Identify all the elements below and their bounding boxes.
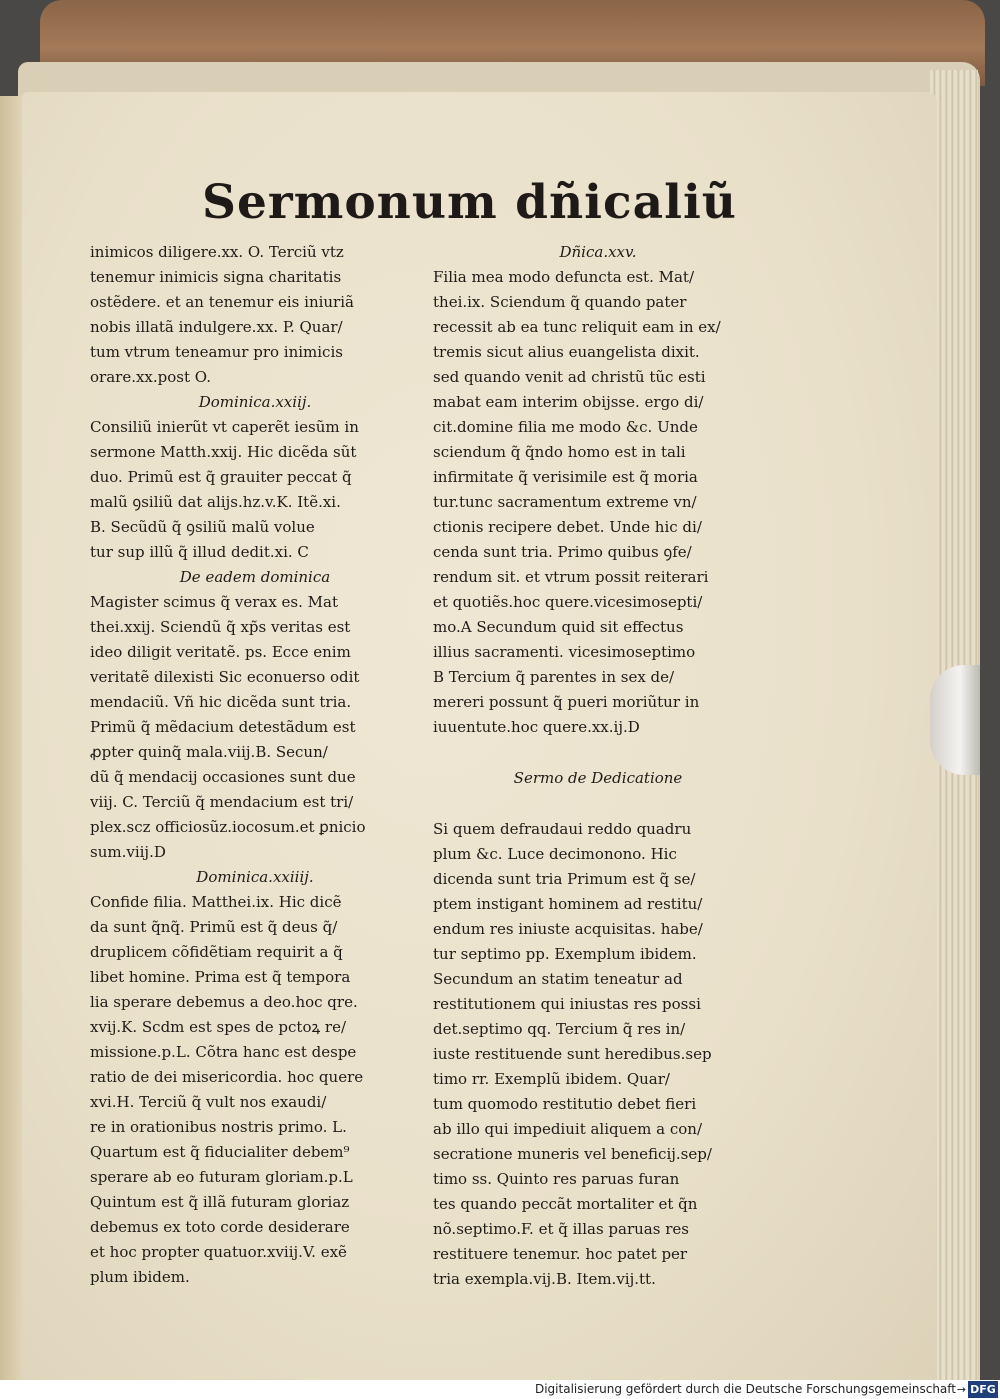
text-line: tes quando peccãt mortaliter et q̃n (433, 1195, 698, 1213)
text-line: Secundum an statim teneatur ad (433, 970, 683, 988)
text-line: plex.scz officiosũz.iocosum.et ꝑnicio (90, 818, 366, 836)
page-title: Sermonum dñicaliũ (202, 175, 737, 230)
text-line: nõ.septimo.F. et q̃ illas paruas res (433, 1220, 689, 1238)
text-line: sed quando venit ad christũ tũc esti (433, 368, 706, 386)
text-line: tur sup illũ q̃ illud dedit.xi. C (90, 543, 309, 561)
section-heading: Dominica.xxiij. (198, 393, 312, 411)
text-line: xvi.H. Terciũ q̃ vult nos exaudi/ (90, 1093, 327, 1111)
text-line: lia sperare debemus a deo.hoc qre. (90, 993, 358, 1011)
text-line: iuuentute.hoc quere.xx.ij.D (433, 718, 640, 736)
text-line: tenemur inimicis signa charitatis (90, 268, 342, 286)
text-line: debemus ex toto corde desiderare (90, 1218, 350, 1236)
text-line: sermone Matth.xxij. Hic dicẽda sũt (90, 443, 357, 461)
right-column (433, 240, 763, 1292)
text-line: Filia mea modo defuncta est. Mat/ (433, 268, 694, 286)
text-line: da sunt q̃nq̃. Primũ est q̃ deus q̃/ (90, 918, 338, 936)
text-line: mabat eam interim obijsse. ergo di/ (433, 393, 704, 411)
text-line: Magister scimus q̃ verax es. Mat (90, 593, 338, 611)
text-line: Si quem defraudaui reddo quadru (433, 820, 692, 838)
text-line: cenda sunt tria. Primo quibus ꝯfe/ (433, 543, 692, 561)
text-line: thei.xxij. Sciendũ q̃ xp̃s veritas est (90, 618, 351, 636)
text-line: ideo diligit veritatẽ. ps. Ecce enim (90, 643, 351, 661)
text-line: cit.domine filia me modo &c. Unde (433, 418, 698, 436)
text-line: illius sacramenti. vicesimoseptimo (433, 643, 696, 661)
text-line: tum quomodo restitutio debet fieri (433, 1095, 697, 1113)
text-line: dicenda sunt tria Primum est q̃ se/ (433, 870, 696, 888)
section-heading: Dominica.xxiiij. (196, 868, 314, 886)
text-line: endum res iniuste acquisitas. habe/ (433, 920, 703, 938)
text-line: infirmitate q̃ verisimile est q̃ moria (433, 468, 698, 486)
text-line: ratio de dei misericordia. hoc quere (90, 1068, 364, 1086)
page-clip (930, 665, 980, 775)
text-line: sciendum q̃ q̃ndo homo est in tali (433, 443, 686, 461)
section-heading: Sermo de Dedicatione (513, 769, 683, 787)
text-line: rendum sit. et vtrum possit reiterari (433, 568, 709, 586)
text-line: plum ibidem. (90, 1268, 190, 1286)
text-line: recessit ab ea tunc reliquit eam in ex/ (433, 318, 721, 336)
blank-space (433, 791, 763, 817)
book-spine (0, 96, 22, 1380)
text-line: tremis sicut alius euangelista dixit. (433, 343, 700, 361)
text-line: timo ss. Quinto res paruas furan (433, 1170, 680, 1188)
text-line: mereri possunt q̃ pueri moriũtur in (433, 693, 700, 711)
left-column (90, 240, 420, 1290)
text-line: et quotiẽs.hoc quere.vicesimosepti/ (433, 593, 703, 611)
text-line: ostẽdere. et an tenemur eis iniuriã (90, 293, 354, 311)
text-line: Quartum est q̃ fiducialiter debem⁹ (90, 1143, 350, 1161)
text-line: Quintum est q̃ illã futuram gloriaz (90, 1193, 350, 1211)
text-line: tum vtrum teneamur pro inimicis (90, 343, 343, 361)
text-line: orare.xx.post O. (90, 368, 211, 386)
text-line: missione.p.L. Cõtra hanc est despe (90, 1043, 357, 1061)
text-line: veritatẽ dilexisti Sic econuerso odit (90, 668, 360, 686)
funding-notice: Digitalisierung gefördert durch die Deutsche Forschungsgemeinschaft (534, 1382, 956, 1396)
text-line: restituere tenemur. hoc patet per (433, 1245, 688, 1263)
dfg-logo: DFG (968, 1381, 998, 1398)
text-line: Confide filia. Matthei.ix. Hic dicẽ (90, 893, 342, 911)
text-line: ptem instigant hominem ad restitu/ (433, 895, 703, 913)
text-line: iuste restituende sunt heredibus.sep (433, 1045, 712, 1063)
text-line: malũ ꝯsiliũ dat alijs.hz.v.K. Itẽ.xi. (90, 493, 341, 511)
text-line: timo rr. Exemplũ ibidem. Quar/ (433, 1070, 670, 1088)
text-line: plum &c. Luce decimonono. Hic (433, 845, 677, 863)
arrow-icon: → (956, 1383, 966, 1396)
text-line: B. Secũdũ q̃ ꝯsiliũ malũ volue (90, 518, 315, 536)
text-line: viij. C. Terciũ q̃ mendacium est tri/ (90, 793, 354, 811)
text-line: tur.tunc sacramentum extreme vn/ (433, 493, 697, 511)
text-line: ab illo qui impediuit aliquem a con/ (433, 1120, 703, 1138)
blank-space (433, 740, 763, 766)
text-line: restitutionem qui iniustas res possi (433, 995, 701, 1013)
section-heading: Dñica.xxv. (559, 243, 637, 261)
text-line: re in orationibus nostris primo. L. (90, 1118, 347, 1136)
text-line: det.septimo qq. Tercium q̃ res in/ (433, 1020, 686, 1038)
text-line: secratione muneris vel beneficij.sep/ (433, 1145, 712, 1163)
text-line: libet homine. Prima est q̃ tempora (90, 968, 351, 986)
text-line: tur septimo pp. Exemplum ibidem. (433, 945, 697, 963)
text-line: druplicem cõfidẽtiam requirit a q̃ (90, 943, 343, 961)
text-line: sperare ab eo futuram gloriam.p.L (90, 1168, 353, 1186)
section-heading: De eadem dominica (179, 568, 331, 586)
text-line: dũ q̃ mendacij occasiones sunt due (90, 768, 356, 786)
text-line: inimicos diligere.xx. O. Terciũ vtz (90, 243, 344, 261)
text-line: ꝓpter quinq̃ mala.viij.B. Secun/ (90, 743, 328, 761)
text-line: xvij.K. Scdm est spes de pctoꝝ re/ (90, 1018, 347, 1036)
text-line: thei.ix. Sciendum q̃ quando pater (433, 293, 687, 311)
text-line: tria exempla.vij.B. Item.vij.tt. (433, 1270, 656, 1288)
text-line: ctionis recipere debet. Unde hic di/ (433, 518, 702, 536)
text-line: mendaciũ. Vñ hic dicẽda sunt tria. (90, 693, 352, 711)
text-line: Primũ q̃ mẽdacium detestãdum est (90, 718, 356, 736)
text-line: mo.A Secundum quid sit effectus (433, 618, 684, 636)
text-line: et hoc propter quatuor.xviij.V. exẽ (90, 1243, 347, 1261)
text-line: Consiliũ inierũt vt caperẽt iesũm in (90, 418, 359, 436)
text-line: B Tercium q̃ parentes in sex de/ (433, 668, 675, 686)
text-line: sum.viij.D (90, 843, 166, 861)
text-line: nobis illatã indulgere.xx. P. Quar/ (90, 318, 343, 336)
text-line: duo. Primũ est q̃ grauiter peccat q̃ (90, 468, 352, 486)
